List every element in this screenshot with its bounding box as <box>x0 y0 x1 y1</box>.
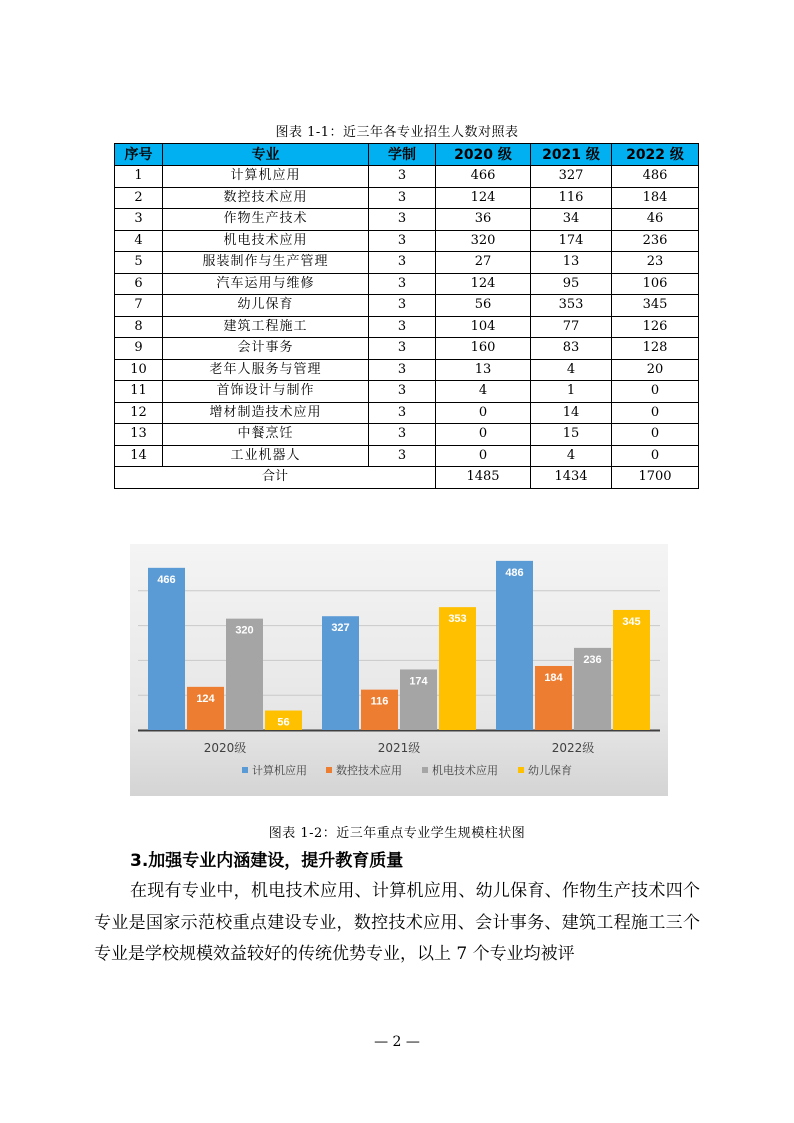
bar <box>496 561 533 730</box>
table-row <box>115 359 699 381</box>
cell-major: 数控技术应用 <box>163 187 369 209</box>
cell-major: 机电技术应用 <box>163 230 369 252</box>
cell-index: 14 <box>115 445 163 467</box>
cell-duration: 3 <box>369 166 436 188</box>
cell-2021: 116 <box>531 187 612 209</box>
cell-duration: 3 <box>369 209 436 231</box>
legend-label: 数控技术应用 <box>336 764 402 777</box>
cell-2022: 106 <box>612 273 699 295</box>
cell-2022: 486 <box>612 166 699 188</box>
chart-svg <box>130 544 668 796</box>
cell-2021: 353 <box>531 295 612 317</box>
data-label: 124 <box>196 692 215 705</box>
cell-2022: 236 <box>612 230 699 252</box>
bar <box>439 607 476 730</box>
col-header-duration: 学制 <box>369 144 436 166</box>
cell-index: 5 <box>115 252 163 274</box>
table-row <box>115 209 699 231</box>
cell-index: 6 <box>115 273 163 295</box>
cell-major: 建筑工程施工 <box>163 316 369 338</box>
legend-swatch <box>242 767 248 773</box>
category-label: 2020级 <box>203 741 247 755</box>
enrollment-bar-chart <box>130 544 668 796</box>
cell-index: 11 <box>115 381 163 403</box>
cell-major: 中餐烹饪 <box>163 424 369 446</box>
data-label: 184 <box>544 671 563 684</box>
cell-2020: 27 <box>436 252 531 274</box>
table-row <box>115 230 699 252</box>
col-header-2020: 2020 级 <box>436 144 531 166</box>
cell-major: 汽车运用与维修 <box>163 273 369 295</box>
cell-2021: 1 <box>531 381 612 403</box>
data-label: 56 <box>277 716 290 729</box>
cell-index: 12 <box>115 402 163 424</box>
page-number: — 2 — <box>374 1034 420 1050</box>
cell-duration: 3 <box>369 359 436 381</box>
legend-label: 机电技术应用 <box>432 764 498 777</box>
cell-2021: 174 <box>531 230 612 252</box>
cell-2022: 0 <box>612 381 699 403</box>
data-label: 236 <box>583 653 602 666</box>
cell-duration: 3 <box>369 338 436 360</box>
cell-2021: 34 <box>531 209 612 231</box>
cell-2020: 56 <box>436 295 531 317</box>
cell-2022: 0 <box>612 402 699 424</box>
col-header-2022: 2022 级 <box>612 144 699 166</box>
cell-2022: 126 <box>612 316 699 338</box>
table-caption: 图表 1-1：近三年各专业招生人数对照表 <box>275 125 519 140</box>
data-label: 174 <box>409 675 428 688</box>
cell-index: 7 <box>115 295 163 317</box>
table-row <box>115 381 699 403</box>
legend-label: 幼儿保育 <box>528 764 572 777</box>
cell-2021: 327 <box>531 166 612 188</box>
cell-duration: 3 <box>369 445 436 467</box>
table-row <box>115 273 699 295</box>
cell-major: 老年人服务与管理 <box>163 359 369 381</box>
cell-2022: 20 <box>612 359 699 381</box>
cell-major: 服装制作与生产管理 <box>163 252 369 274</box>
table-row <box>115 166 699 188</box>
cell-major: 计算机应用 <box>163 166 369 188</box>
data-label: 353 <box>448 613 467 626</box>
cell-2021: 4 <box>531 445 612 467</box>
category-label: 2021级 <box>377 741 421 755</box>
total-2022: 1700 <box>612 467 699 489</box>
enrollment-table <box>114 143 699 489</box>
cell-duration: 3 <box>369 187 436 209</box>
cell-2022: 128 <box>612 338 699 360</box>
cell-major: 工业机器人 <box>163 445 369 467</box>
cell-2020: 13 <box>436 359 531 381</box>
chart-caption: 图表 1-2：近三年重点专业学生规模柱状图 <box>268 826 526 841</box>
body-paragraph: 在现有专业中，机电技术应用、计算机应用、幼儿保育、作物生产技术四个专业是国家示范校重点建设专业，数控技术应用、会计事务、建筑工程施工三个专业是学校规模效益较好的传统优势专业，以上 7 个专业均被评 <box>94 881 700 964</box>
cell-major: 增材制造技术应用 <box>163 402 369 424</box>
total-label: 合计 <box>115 467 436 489</box>
total-2020: 1485 <box>436 467 531 489</box>
cell-index: 4 <box>115 230 163 252</box>
cell-2022: 345 <box>612 295 699 317</box>
cell-2022: 184 <box>612 187 699 209</box>
bar <box>148 568 185 730</box>
cell-2022: 23 <box>612 252 699 274</box>
cell-2020: 36 <box>436 209 531 231</box>
table-row <box>115 316 699 338</box>
table-row <box>115 252 699 274</box>
cell-2022: 0 <box>612 424 699 446</box>
cell-2021: 4 <box>531 359 612 381</box>
cell-2020: 0 <box>436 402 531 424</box>
col-header-index: 序号 <box>115 144 163 166</box>
col-header-major: 专业 <box>163 144 369 166</box>
legend-swatch <box>326 767 332 773</box>
table-row <box>115 295 699 317</box>
cell-2021: 15 <box>531 424 612 446</box>
data-label: 345 <box>622 615 641 628</box>
cell-2020: 320 <box>436 230 531 252</box>
total-2021: 1434 <box>531 467 612 489</box>
legend-label: 计算机应用 <box>252 764 307 777</box>
table-row <box>115 187 699 209</box>
data-label: 486 <box>505 566 524 579</box>
table-header-row <box>115 144 699 166</box>
data-label: 327 <box>331 622 350 635</box>
cell-2020: 124 <box>436 273 531 295</box>
cell-duration: 3 <box>369 230 436 252</box>
cell-2020: 466 <box>436 166 531 188</box>
cell-index: 10 <box>115 359 163 381</box>
cell-2022: 46 <box>612 209 699 231</box>
table-row <box>115 338 699 360</box>
cell-duration: 3 <box>369 381 436 403</box>
cell-index: 3 <box>115 209 163 231</box>
cell-index: 1 <box>115 166 163 188</box>
cell-2020: 4 <box>436 381 531 403</box>
cell-2021: 83 <box>531 338 612 360</box>
cell-major: 作物生产技术 <box>163 209 369 231</box>
cell-major: 会计事务 <box>163 338 369 360</box>
cell-2021: 14 <box>531 402 612 424</box>
data-label: 320 <box>235 624 254 637</box>
cell-2020: 104 <box>436 316 531 338</box>
cell-2021: 77 <box>531 316 612 338</box>
data-label: 466 <box>157 573 176 586</box>
cell-2020: 124 <box>436 187 531 209</box>
table-row <box>115 424 699 446</box>
cell-duration: 3 <box>369 295 436 317</box>
data-label: 116 <box>370 695 389 708</box>
legend-swatch <box>518 767 524 773</box>
table-row <box>115 402 699 424</box>
cell-2022: 0 <box>612 445 699 467</box>
cell-index: 8 <box>115 316 163 338</box>
cell-2021: 13 <box>531 252 612 274</box>
cell-2020: 0 <box>436 424 531 446</box>
cell-duration: 3 <box>369 402 436 424</box>
cell-index: 2 <box>115 187 163 209</box>
cell-duration: 3 <box>369 316 436 338</box>
category-label: 2022级 <box>551 741 595 755</box>
cell-major: 幼儿保育 <box>163 295 369 317</box>
col-header-2021: 2021 级 <box>531 144 612 166</box>
cell-2021: 95 <box>531 273 612 295</box>
cell-index: 9 <box>115 338 163 360</box>
table-total-row <box>115 467 699 489</box>
table-row <box>115 445 699 467</box>
section-heading: 3.加强专业内涵建设，提升教育质量 <box>130 851 404 871</box>
cell-major: 首饰设计与制作 <box>163 381 369 403</box>
cell-2020: 160 <box>436 338 531 360</box>
cell-2020: 0 <box>436 445 531 467</box>
legend-swatch <box>422 767 428 773</box>
cell-duration: 3 <box>369 273 436 295</box>
cell-duration: 3 <box>369 252 436 274</box>
cell-duration: 3 <box>369 424 436 446</box>
cell-index: 13 <box>115 424 163 446</box>
